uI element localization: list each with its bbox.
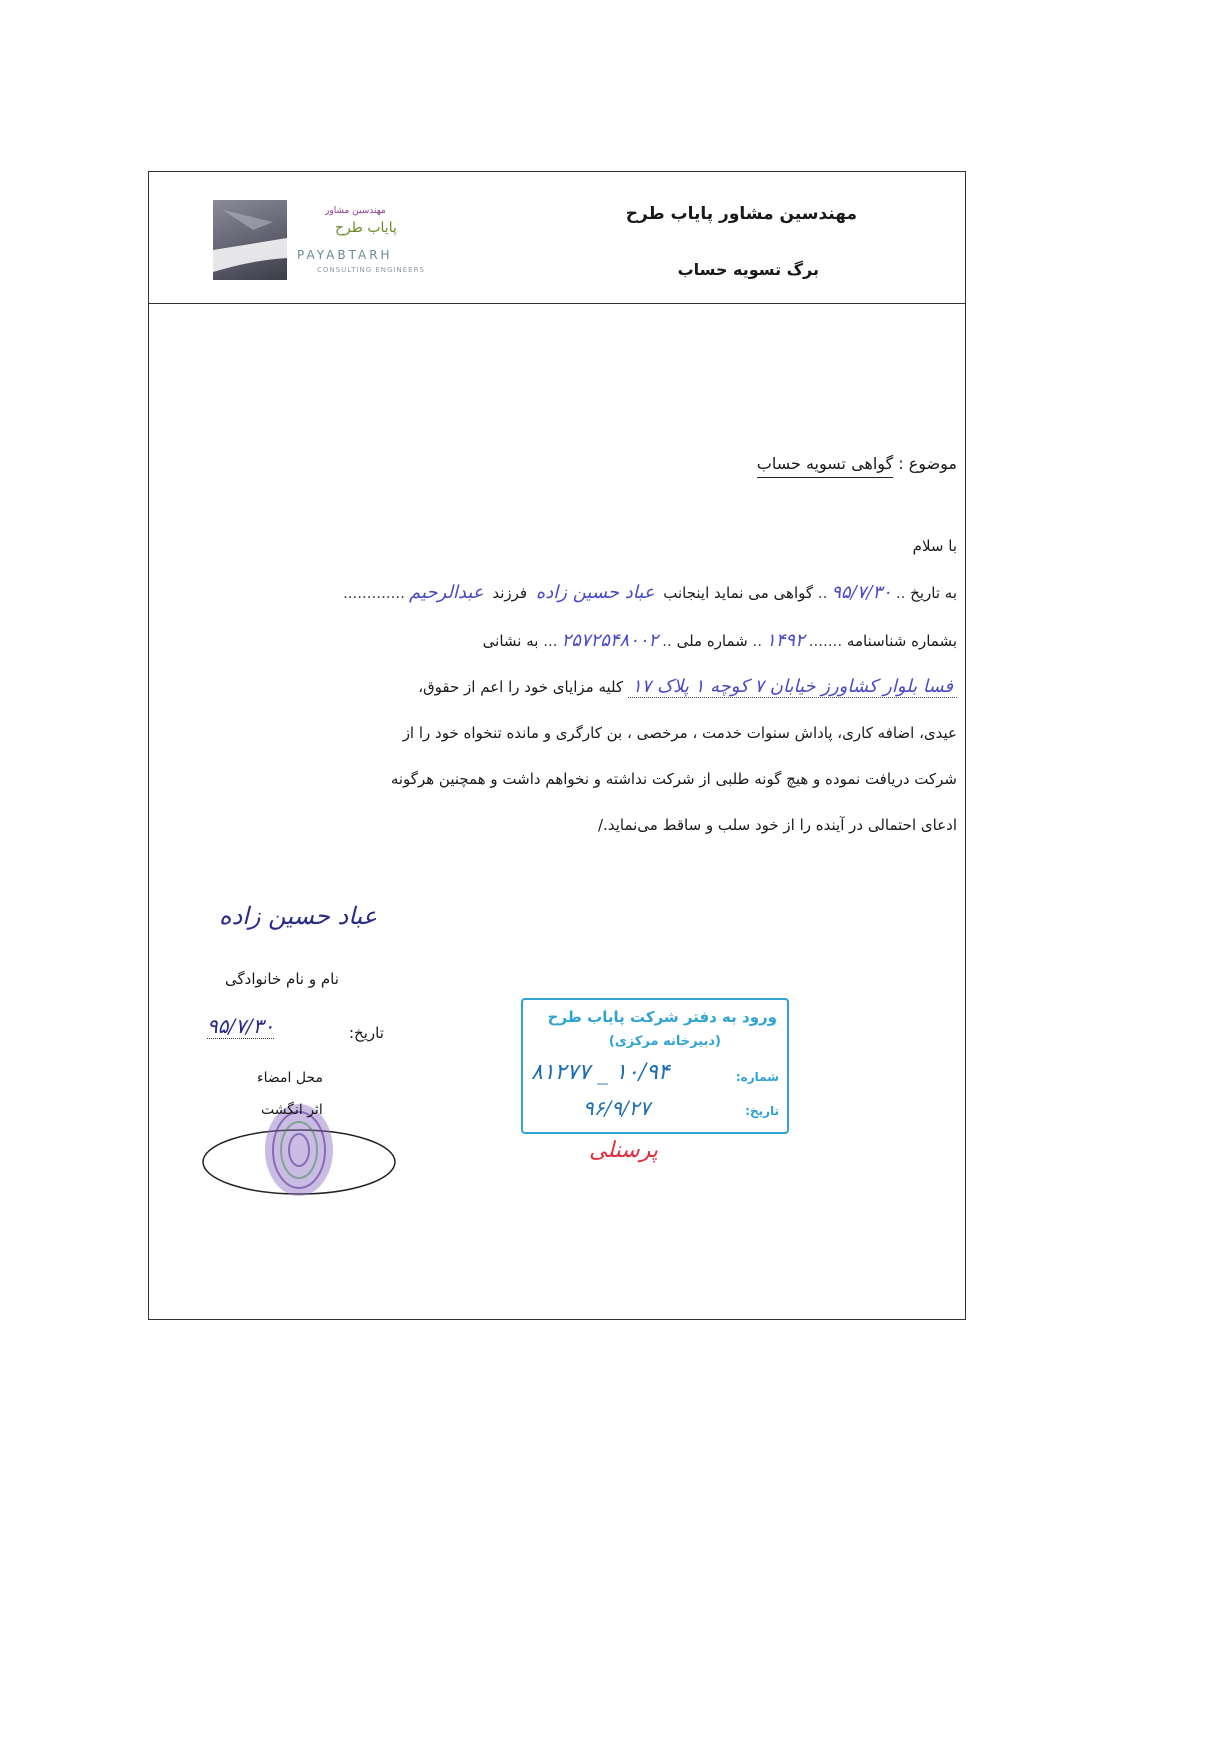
- form-title: برگ تسویه حساب: [677, 260, 819, 279]
- body-text: کلیه مزایای خود را اعم از حقوق،: [418, 678, 624, 696]
- body-text: شماره ملی: [676, 632, 748, 650]
- handwritten-date: ۹۵/۷/۳۰: [831, 582, 892, 603]
- body-text: به تاریخ: [910, 584, 957, 602]
- handwritten-address: فسا بلوار کشاورز خیابان ۷ کوچه ۱ پلاک ۱۷: [628, 676, 957, 698]
- dotted-fill: ...: [543, 632, 558, 650]
- signature-place-label: محل امضاء: [257, 1070, 323, 1086]
- handwritten-sign-date: ۹۵/۷/۳۰: [207, 1014, 275, 1038]
- handwritten-name: عباد حسین زاده: [535, 582, 655, 603]
- stamp-date-label: تاریخ:: [745, 1104, 779, 1118]
- logo-fa-text: پایاب طرح: [335, 220, 397, 236]
- registration-stamp: [521, 998, 789, 1134]
- logo-en-text: PAYABTARH: [297, 248, 393, 262]
- stamp-number-label: شماره:: [735, 1070, 779, 1084]
- body-line-3: [418, 676, 957, 697]
- stamp-subtitle: (دبیرخانه مرکزی): [608, 1034, 721, 1049]
- dotted-fill: ..: [662, 632, 672, 650]
- subject-value: گواهی تسویه حساب: [757, 454, 893, 478]
- body-line-2: [483, 630, 957, 651]
- dotted-fill: ..: [817, 584, 828, 602]
- stamp-title: ورود به دفتر شرکت پایاب طرح: [547, 1008, 777, 1026]
- stamp-number-value: ۸۱۲۷۷ _ ۱۰/۹۴: [531, 1060, 670, 1085]
- body-text: به نشانی: [482, 632, 539, 650]
- company-name: مهندسین مشاور پایاب طرح: [625, 204, 857, 224]
- name-label: نام و نام خانوادگی: [225, 970, 339, 988]
- company-logo: [213, 200, 473, 290]
- dotted-fill: ..: [752, 632, 763, 650]
- subject-line: [757, 454, 957, 473]
- handwritten-id-number: ۱۴۹۲: [766, 630, 805, 651]
- body-line-6: ادعای احتمالی در آینده را از خود سلب و ساقط می‌نماید./: [598, 816, 957, 834]
- body-line-5: شرکت دریافت نموده و هیچ گونه طلبی از شرکت نداشته و نخواهم داشت و همچنین هرگونه: [390, 770, 957, 788]
- dotted-fill: .............: [342, 584, 405, 602]
- body-text: فرزند: [492, 584, 528, 602]
- greeting: با سلام: [912, 537, 957, 555]
- settlement-form: [148, 171, 966, 1320]
- thumbprint-label: اثر انگشت: [261, 1102, 323, 1118]
- body-line-4: عیدی، اضافه کاری، پاداش سنوات خدمت ، مرخصی ، بن کارگری و مانده تنخواه خود را از: [402, 724, 957, 742]
- handwritten-father-name: عبدالرحیم: [408, 582, 484, 603]
- dotted-fill: ..: [895, 584, 906, 602]
- body-line-1: [343, 582, 957, 603]
- fingerprint-mark: [199, 1072, 399, 1202]
- body-text: بشماره شناسنامه: [846, 632, 957, 650]
- body-text: گواهی می نماید اینجانب: [663, 584, 814, 602]
- logo-en-subtext: CONSULTING ENGINEERS: [317, 266, 425, 274]
- stamp-date-value: ۹۶/۹/۲۷: [583, 1096, 651, 1120]
- dotted-fill: .......: [808, 632, 843, 650]
- stamp-initials: پرسنلی: [589, 1138, 658, 1163]
- handwritten-signature: عباد حسین زاده: [219, 902, 378, 930]
- sign-date-label: تاریخ:: [349, 1024, 384, 1042]
- logo-fa-small-text: مهندسین مشاور: [325, 206, 386, 216]
- logo-mark-icon: [213, 200, 287, 280]
- form-header: [149, 172, 965, 304]
- subject-label: موضوع :: [898, 454, 957, 473]
- handwritten-national-id: ۲۵۷۲۵۴۸۰۰۲: [561, 630, 659, 651]
